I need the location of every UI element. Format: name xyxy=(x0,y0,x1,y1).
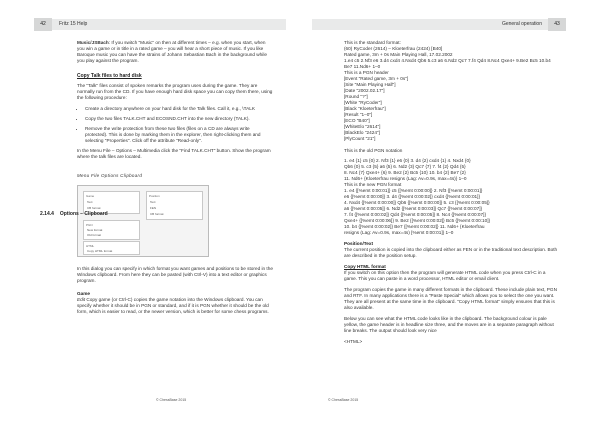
right-page xyxy=(300,0,600,424)
standard-format-block xyxy=(344,40,558,142)
game-cb-option[interactable]: CB format xyxy=(87,206,101,210)
html-group xyxy=(83,241,140,255)
new-pgn-label: This is the new PGN format xyxy=(344,182,402,187)
html-copy-option[interactable]: Copy HTML format xyxy=(87,249,113,253)
text-line: a6 {[%emt 0:00:05]} 6. Nd2 {[%emt 0:00:03]} Qc7 {[%emt 0:00:07]} xyxy=(344,206,483,211)
text-line: [Event "Rated game, 3m + 0s"] xyxy=(344,76,409,81)
game-text-option[interactable]: Text xyxy=(87,200,93,204)
menu-instruction: In the Menu File – Options – Multimedia click the "Find TALK.CHT" button. Show the program where the talk files are located. xyxy=(77,148,271,159)
text-line: [Date "2002.02.17"] xyxy=(344,88,385,93)
page-footer: © ChessBase 2015 xyxy=(156,398,187,402)
text-line: 1. e4 {1} c5 {0} 2. Nf3 {1} e6 {0} 3. d4 {2} cxd4 {1} 4. Nxd4 {0} xyxy=(344,158,471,163)
text-line: 4. Nxd4 {[%emt 0:00:00]} Qb6 {[%emt 0:00:00]} 5. c3 {[%emt 0:00:05]} xyxy=(344,200,490,205)
page-number: 43 xyxy=(548,18,566,31)
below-text: Below you can see what the HTML code looks like in the clipboard. The background colour is pale yellow, the game header is in headline size three, and the moves are in a separate paragraph without line breaks. The output should look very nice xyxy=(344,316,554,333)
html-tag-sample: <HTML> xyxy=(344,339,363,344)
text-line: resigns (Lag: Av=0.9s, max=4s) [%emt 0:00:01]} 1–0 xyxy=(344,230,454,235)
page-number: 42 xyxy=(34,18,52,31)
copy-talk-heading: Copy Talk files to hard disk xyxy=(77,73,142,79)
clipboard-options-dialog xyxy=(77,185,209,257)
text-line: [WhiteElo "2614"] xyxy=(344,124,381,129)
game-heading: Game xyxy=(77,291,91,296)
position-cb-option[interactable]: CB format xyxy=(150,212,164,216)
section-title: Options – Clipboard xyxy=(59,211,108,217)
text-line: [Result "1–0"] xyxy=(344,112,373,117)
section-heading xyxy=(40,211,108,217)
html-heading: Copy HTML format xyxy=(344,264,386,269)
text-line: [Black "Kloeterfrau"] xyxy=(344,106,386,111)
pgn-group xyxy=(83,220,140,240)
position-group-label: Position xyxy=(149,194,160,198)
music-paragraph xyxy=(77,40,273,64)
list-item: • Remove the write protection from these two files (files on a CD are always write protected). This is done by marking them in the explorer, then right-clicking them and selecting "Properties". Click off the attribute "Read-only". xyxy=(85,126,273,144)
html-text: If you switch on this option then the program will generate HTML code when you press Ctrl-C in a game. This you can paste in a word processor, HTML editor or email client. xyxy=(344,270,546,281)
pgn-old-option[interactable]: Old format xyxy=(87,233,102,237)
program-text: The program copies the game in many different formats in the clipboard. These include plain text, PGN and RTF. In many applications there is a "Paste Special" which allows you to select the one you want. They are all present at the same time in the clipboard. "Copy HTML format" simply ensures that this is also available. xyxy=(344,287,557,310)
text-line: Rated game, 3m + 0s Main Playing Hall, 17.02.2002 xyxy=(344,52,453,57)
page-header-title: Fritz 15 Help xyxy=(59,21,88,27)
left-page-content xyxy=(77,40,273,320)
menu-path: Menu File Options Clipboard xyxy=(77,173,143,178)
text-line: [White "RyCoder"] xyxy=(344,100,382,105)
text-line: Qb6 {0} 5. c3 {5} a6 {5} 6. Nd2 {3} Qc7 {7} 7. f4 {2} Qd4 {5} xyxy=(344,164,466,169)
text-line: [Site "Main Playing Hall"] xyxy=(344,82,396,87)
new-pgn-block xyxy=(344,188,558,236)
game-group-label: Game xyxy=(86,194,95,198)
text-line: 10. b4 {[%emt 0:00:02]} Be7 {[%emt 0:00:02]} 11. Nd6+ {Kloeterfrau xyxy=(344,224,485,229)
page-header-title: General operation xyxy=(501,21,542,27)
old-pgn-block xyxy=(344,158,558,182)
html-group-label: HTML xyxy=(86,244,95,248)
text-line: [ECO "B40"] xyxy=(344,118,370,123)
page-footer: © ChessBase 2015 xyxy=(328,398,359,402)
position-heading: Position/Text xyxy=(344,241,374,246)
music-text: : If you switch "Music" on then at different times – e.g. when you start, when you win a game or in title in a rated game – you will hear a short piece of music. If you like Baroque music you can have the strains of Johann Sebastian Bach in the background while you play against the program. xyxy=(77,40,267,63)
text-line: 11. Nd6+ {Kloeterfrau resigns (Lag: Av=0.9s, max=4s)} 1–0 xyxy=(344,176,467,181)
position-text: The current position is copied into the clipboard either as FEN or in the traditional text description. Both are described in the position setup. xyxy=(344,247,558,258)
text-line: [BlackElo "2424"] xyxy=(344,130,380,135)
text-line: [PlyCount "21"] xyxy=(344,136,376,141)
copy-talk-text: The "Talk" files consist of spoken remarks the program uses during the game. They are normally run from the CD. If you have enough hard disk space you can copy them there, using the following procedure: xyxy=(77,83,273,100)
text-line: Qxe4+ {[%emt 0:00:06]} 9. Be2 {[%emt 0:00:02]} Bc5 {[%emt 0:00:10]} xyxy=(344,218,491,223)
text-line: 1. e4 {[%emt 0:00:01]} c5 {[%emt 0:00:00]} 2. Nf3 {[%emt 0:00:01]} xyxy=(344,188,483,193)
text-line: This is the standard format: xyxy=(344,40,401,45)
old-pgn-label: This is the old PGN notation xyxy=(344,148,403,153)
pgn-new-option[interactable]: New format xyxy=(87,228,103,232)
text-line: (60) RyCoder (2614) – Kloeterfrau (2424) [B40] xyxy=(344,46,443,51)
dialog-description: In this dialog you can specify in which format you want games and positions to be stored in the Windows clipboard. From here they can be pasted (with Ctrl-V) into a text editor or graphics program. xyxy=(77,266,273,283)
right-page-content xyxy=(344,40,558,345)
list-item: • Create a directory anywhere on your hard disk for the Talk files. Call it, e.g., \TALK xyxy=(85,106,273,112)
text-line: 1.e4 c5 2.Nf3 e6 3.d4 cxd4 4.Nxd4 Qb6 5.c3 a6 6.Nd2 Qc7 7.f4 Qd4 8.Nc4 Qxe4+ 9.Be2 Bc5 10.b4 Be7 11.Nd6+ 1–0 xyxy=(344,58,551,69)
section-number: 2.14.4 xyxy=(40,211,54,217)
music-label: Music/JSBach xyxy=(77,40,109,45)
pgn-group-label: PGN xyxy=(86,223,93,227)
position-group xyxy=(146,191,203,220)
game-text: Copy game (or Ctrl-C) copies the game notation into the Windows clipboard. You can specify whether it should be in PGN or standard, and if it is PGN whether it should be the old form, which is easier to read, or the newer version, which is better for some chess programs. xyxy=(77,297,269,314)
game-paragraph xyxy=(77,297,273,315)
text-line: This is a PGN header xyxy=(344,70,389,75)
text-line: 8. Nc4 {7} Qxe4+ {6} 9. Be2 {2} Bc5 {10} 10. b4 {2} Be7 {2} xyxy=(344,170,466,175)
text-line: e6 {[%emt 0:00:00]} 3. d4 {[%emt 0:00:02]} cxd4 {[%emt 0:00:01]} xyxy=(344,194,481,199)
text-line: [Round "?"] xyxy=(344,94,368,99)
game-menu-prefix: Edit xyxy=(77,297,86,302)
list-item: • Copy the two files TALK.CHT and ECOSND.CHT into the new directory (TALK). xyxy=(85,116,273,122)
copy-talk-steps xyxy=(77,106,273,144)
position-fen-option[interactable]: FEN xyxy=(150,206,156,210)
text-line: 7. f4 {[%emt 0:00:02]} Qd4 {[%emt 0:00:05]} 8. Nc4 {[%emt 0:00:07]} xyxy=(344,212,487,217)
position-text-option[interactable]: Text xyxy=(150,200,156,204)
